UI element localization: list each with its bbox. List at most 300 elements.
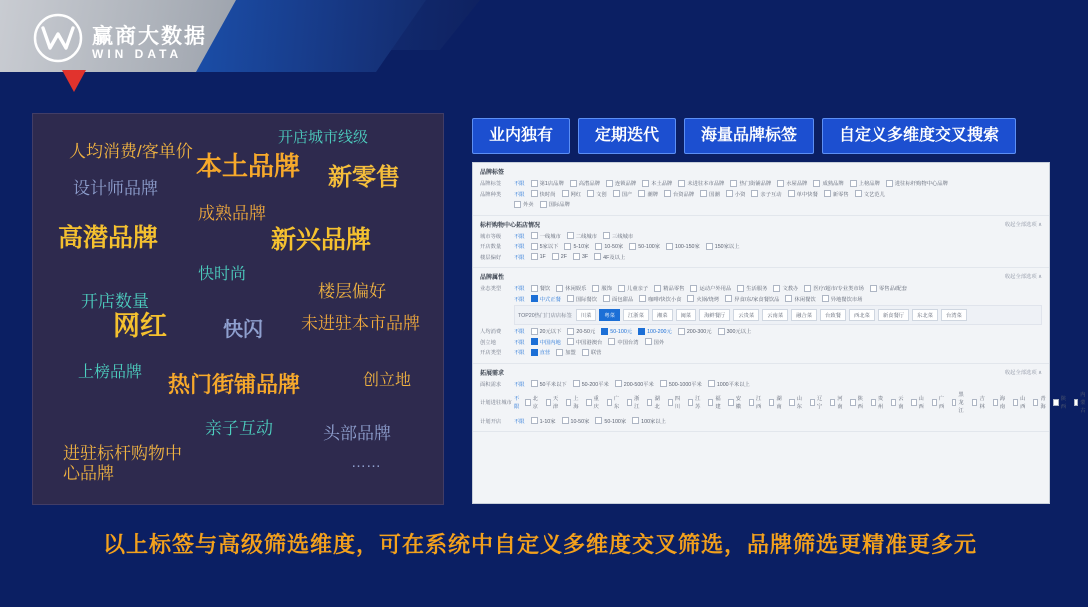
filter-checkbox[interactable] [525,394,539,410]
filter-checkbox-label: 10-50家 [570,418,590,425]
filter-chip-all[interactable]: 不限 [514,381,525,388]
top-tag-pill[interactable]: 台致餐 [820,309,846,321]
filter-checkbox[interactable] [678,327,712,335]
filter-row [480,348,1042,356]
checkbox-icon [638,328,645,335]
filter-chip-all[interactable]: 不限 [514,233,525,240]
filter-checkbox[interactable] [615,380,654,388]
filter-checkbox-label: 新零售 [832,191,849,198]
filter-checkbox-label: 天津 [552,396,559,410]
filter-checkbox[interactable] [582,348,602,356]
checkbox-icon [573,380,580,387]
top-tag-pill[interactable]: 西北菜 [849,309,875,321]
checkbox-icon [993,399,998,406]
checkbox-icon [1074,399,1078,406]
checkbox-icon [531,338,538,345]
cloud-tag: 头部品牌 [323,424,391,443]
filter-checkbox-label: 联营 [590,350,602,356]
cloud-tag: 上榜品牌 [78,364,143,381]
filter-row [480,417,1042,425]
filter-checkbox[interactable] [603,295,633,303]
checkbox-icon [769,399,774,406]
filter-chip-all[interactable]: 不限 [514,181,525,187]
checkbox-icon [531,380,538,387]
checkbox-icon [601,328,608,335]
collapse-toggle[interactable]: 收起全部选项 ∧ [1004,221,1042,228]
filter-chip-all[interactable]: 不限 [514,286,525,292]
filter-checkbox-label: 国产 [621,191,633,198]
filter-checkbox[interactable] [573,253,588,260]
checkbox-icon [810,399,815,406]
checkbox-icon [666,243,673,250]
filter-checkbox-label: 100家以上 [641,418,666,425]
filter-checkbox[interactable] [830,394,844,410]
filter-checkbox[interactable] [531,179,564,187]
filter-checkbox-label: 广西 [938,396,945,410]
filter-checkbox-label: 200-500平米 [623,381,654,388]
filter-checkbox[interactable] [595,417,626,425]
filter-checkbox[interactable] [668,394,682,410]
filter-section-title: 品牌标签 [480,170,505,176]
collapse-toggle[interactable]: 收起全部选项 ∧ [1004,274,1042,280]
filter-checkbox[interactable] [531,327,562,335]
filter-checkbox-label: 四川 [674,396,681,410]
filter-checkbox[interactable] [972,394,986,410]
filter-checkbox[interactable] [822,295,863,303]
checkbox-icon [573,253,580,260]
filter-checkbox-label: 国际品牌 [548,202,570,208]
filter-checkbox-label: 外卖 [523,202,534,208]
checkbox-icon [777,180,784,187]
filter-chip-all[interactable]: 不限 [514,244,525,250]
filter-checkbox[interactable] [639,295,681,303]
filter-checkbox[interactable] [608,338,638,346]
filter-row-label: 品牌种类 [480,191,502,198]
top-tag-pill[interactable]: 云贵菜 [733,309,759,321]
filter-checkbox-label: 台资品牌 [672,191,695,198]
filter-checkbox-label: 500-1000平米 [668,381,702,388]
filter-checkbox[interactable] [690,284,731,292]
checkbox-icon [567,295,574,302]
filter-checkbox[interactable] [728,394,742,410]
filter-checkbox[interactable] [595,242,623,250]
checkbox-icon [871,399,876,406]
filter-checkbox[interactable] [769,394,783,410]
filter-checkbox[interactable] [708,394,722,410]
cloud-tag: 热门街铺品牌 [168,372,301,397]
filter-checkbox[interactable] [531,253,546,260]
filter-checkbox[interactable] [531,380,567,388]
cloud-tag: 楼层偏好 [318,282,386,301]
filter-checkbox-label: 休闲餐饮 [794,296,816,303]
filter-checkbox-label: 陕西 [857,396,863,410]
filter-row-label: 楼层偏好 [480,254,502,261]
tab-3[interactable]: 海量品牌标签 [684,118,814,154]
filter-checkbox-label: 4F及以上 [603,254,626,261]
filter-checkbox[interactable] [993,394,1007,410]
checkbox-icon [629,243,636,250]
filter-checkbox[interactable] [567,232,597,240]
filter-checkbox[interactable] [601,327,632,335]
top-tag-pill[interactable]: 川菜 [576,309,597,321]
filter-checkbox[interactable] [687,295,719,303]
filter-checkbox[interactable] [586,394,600,410]
checkbox-icon [932,399,937,406]
filter-checkbox[interactable] [813,179,843,187]
filter-checkbox-label: 中国台湾 [617,339,639,346]
filter-checkbox[interactable] [666,242,700,250]
filter-row [480,284,1042,292]
filter-row-label: 计划开店 [480,418,502,425]
filter-chip-all[interactable]: 不限 [514,418,525,425]
filter-checkbox-label: 2F [560,253,567,260]
filter-checkbox[interactable] [567,338,603,346]
checkbox-icon [730,180,737,187]
filter-checkbox[interactable] [870,284,907,292]
checkbox-icon [785,295,792,302]
filter-checkbox-label: 海南 [999,396,1006,410]
checkbox-icon [608,338,615,345]
checkbox-icon [855,190,862,197]
checkbox-icon [1013,399,1018,406]
filter-checkbox-label: 浙江 [634,396,640,410]
checkbox-icon [525,399,530,406]
filter-checkbox[interactable] [607,394,621,410]
cloud-tag: …… [351,454,381,471]
filter-checkbox-label: 山西 [1020,396,1026,410]
filter-checkbox-label: 小资 [734,191,746,198]
filter-checkbox-label: 50-100元 [610,329,633,335]
filter-row [480,200,1042,208]
filter-checkbox-label: 连锁品牌 [614,181,637,187]
checkbox-icon [587,190,594,197]
filter-checkbox-label: 火锅/烧烤 [696,296,720,303]
tab-4[interactable]: 自定义多维度交叉搜索 [822,118,1016,154]
filter-checkbox[interactable] [638,190,658,198]
filter-checkbox[interactable] [531,232,561,240]
checkbox-icon [540,201,547,208]
checkbox-icon [606,180,613,187]
filter-checkbox[interactable] [700,190,720,198]
tab-2[interactable]: 定期迭代 [578,118,676,154]
filter-checkbox[interactable] [531,348,551,356]
filter-row-label: 业态类型 [480,286,502,292]
tab-1[interactable]: 业内独有 [472,118,570,154]
checkbox-icon [813,180,820,187]
checkbox-icon [639,295,646,302]
filter-checkbox[interactable] [810,394,824,410]
filter-checkbox-label: 本土品牌 [651,181,673,187]
filter-chip-all[interactable]: 不限 [514,396,520,410]
filter-chip-all[interactable]: 不限 [514,329,525,335]
filter-checkbox[interactable] [627,394,641,410]
filter-checkbox[interactable] [531,242,559,250]
filter-checkbox[interactable] [567,295,597,303]
cloud-tag: 进驻标杆购物中心品牌 [63,444,182,483]
filter-checkbox-label: 安徽 [735,396,742,410]
filter-checkbox[interactable] [606,179,636,187]
cloud-tag: 快闪 [223,319,263,341]
top-tag-pill[interactable]: 湘菜 [652,309,673,321]
filter-checkbox[interactable] [1053,394,1067,410]
cloud-tag: 开店数量 [81,292,149,311]
checkbox-icon [886,180,893,187]
filter-checkbox[interactable] [871,394,885,410]
filter-checkbox-label: 湖南 [776,396,782,410]
filter-checkbox[interactable] [788,190,818,198]
filter-section [473,364,1086,433]
cloud-tag: 高潜品牌 [58,224,159,252]
filter-checkbox[interactable] [678,179,724,187]
filter-checkbox-label: 100-150家 [675,244,700,250]
filter-checkbox-label: 文创 [596,191,607,198]
filter-checkbox-label: 50-100家 [604,418,627,425]
collapse-toggle[interactable]: 收起全部选项 ∧ [1004,369,1042,376]
checkbox-icon [642,180,649,187]
filter-row-label: 品牌标签 [480,181,502,187]
filter-checkbox[interactable] [546,394,560,410]
filter-checkbox[interactable] [1013,394,1027,410]
filter-checkbox[interactable] [789,394,803,410]
filter-checkbox-label: 贵州 [877,396,884,410]
filter-checkbox[interactable] [773,284,798,292]
filter-checkbox[interactable] [645,338,665,346]
filter-checkbox[interactable] [642,179,672,187]
filter-checkbox-label: 5家以下 [539,244,559,250]
checkbox-icon [531,349,538,356]
filter-checkbox-label: 中国内地 [539,339,561,346]
checkbox-icon [603,295,610,302]
top-tag-pill[interactable]: 粤菜 [599,309,620,321]
filter-checkbox[interactable] [594,253,625,261]
checkbox-icon [531,295,538,302]
cloud-tag: 快时尚 [198,266,247,283]
checkbox-icon [822,295,829,302]
filter-checkbox-label: 文教办 [782,286,799,292]
filter-checkbox-label: 快时尚 [539,191,556,198]
checkbox-icon [664,190,671,197]
filter-checkbox[interactable] [726,190,746,198]
checkbox-icon [737,285,744,292]
filter-checkbox[interactable] [952,390,966,414]
filter-chip-all[interactable]: 不限 [514,350,525,356]
filter-checkbox[interactable] [706,242,740,250]
filter-checkbox[interactable] [664,190,694,198]
filter-checkbox[interactable] [751,190,781,198]
filter-checkbox[interactable] [592,284,612,292]
filter-checkbox[interactable] [855,190,885,198]
filter-checkbox[interactable] [531,417,556,425]
filter-checkbox[interactable] [531,295,561,303]
filter-checkbox[interactable] [566,394,580,410]
filter-checkbox[interactable] [911,394,925,410]
checkbox-icon [645,338,652,345]
filter-checkbox[interactable] [804,284,864,292]
brand-subtitle: WIN DATA [92,47,183,61]
filter-checkbox[interactable] [886,179,948,187]
header-blue-shape [196,0,426,72]
top-tag-pill[interactable]: 融合菜 [791,309,817,321]
checkbox-icon [556,285,563,292]
filter-section-title: 品牌属性 [480,275,505,281]
filter-row [480,295,1042,303]
filter-chip-all[interactable]: 不限 [514,296,525,303]
filter-checkbox[interactable] [891,394,905,410]
filter-checkbox[interactable] [564,242,589,250]
filter-checkbox-label: 福建 [715,396,721,410]
checkbox-icon [564,243,571,250]
checkbox-icon [594,253,601,260]
filter-checkbox[interactable] [629,242,660,250]
cloud-tag: 亲子互动 [205,419,273,438]
filter-checkbox[interactable] [932,394,946,410]
filter-checkbox[interactable] [552,253,567,260]
checkbox-icon [911,399,916,406]
filter-checkbox[interactable] [556,284,586,292]
filter-checkbox[interactable] [688,394,702,410]
checkbox-icon [546,399,551,406]
filter-section-title: 拓展需求 [480,370,505,377]
filter-checkbox[interactable] [708,380,750,388]
checkbox-icon [638,190,645,197]
filter-checkbox-label: 一线城市 [539,233,561,240]
filter-checkbox[interactable] [573,380,609,388]
checkbox-icon [531,253,538,260]
top-tag-pill[interactable]: 新食餐厅 [878,309,909,321]
filter-checkbox[interactable] [1074,390,1088,414]
cloud-tag: 新零售 [328,164,400,191]
top-tag-pill[interactable]: 海鲜餐厅 [699,309,730,321]
checkbox-icon [531,190,538,197]
checkbox-icon [751,190,758,197]
tag-cloud-panel [32,113,444,505]
top-tag-pill[interactable]: 云南菜 [762,309,788,321]
cloud-tag: 新兴品牌 [271,226,372,254]
checkbox-icon [592,285,599,292]
filter-checkbox-label: 中国港澳台 [575,339,603,346]
filter-checkbox[interactable] [567,327,595,335]
filter-checkbox[interactable] [785,295,815,303]
checkbox-icon [654,285,661,292]
filter-checkbox[interactable] [660,380,702,388]
filter-checkbox[interactable] [730,179,771,187]
checkbox-icon [627,399,632,406]
filter-row-label: 开店类型 [480,350,502,356]
filter-checkbox-label: 5-10家 [573,244,590,250]
filter-checkbox-label: 辽宁 [816,396,823,410]
filter-checkbox[interactable] [587,190,607,198]
filter-checkbox[interactable] [777,179,807,187]
filter-checkbox[interactable] [514,200,534,208]
filter-checkbox[interactable] [613,190,633,198]
brand-name: 赢商大数据 [92,25,207,48]
filter-checkbox[interactable] [632,417,666,425]
checkbox-icon [788,190,795,197]
checkbox-icon [552,253,559,260]
filter-checkbox[interactable] [725,295,779,303]
filter-checkbox-label: 运动户外用品 [699,286,732,292]
checkbox-icon [566,399,571,406]
top-tag-pill[interactable]: 东北菜 [912,309,938,321]
filter-panel-screenshot[interactable] [472,162,1086,504]
filter-checkbox-label: 面包甜品 [612,296,634,303]
filter-checkbox-label: 上海 [573,396,579,410]
checkbox-icon [718,328,725,335]
filter-checkbox-label: 二线城市 [575,233,598,240]
checkbox-icon [603,232,610,239]
filter-checkbox[interactable] [737,284,767,292]
filter-checkbox[interactable] [850,394,864,410]
filter-checkbox[interactable] [540,200,570,208]
filter-row-label: 人均消费 [480,329,502,335]
cloud-tag: 设计师品牌 [73,179,158,198]
filter-checkbox[interactable] [749,394,763,410]
checkbox-icon [531,180,538,187]
filter-checkbox[interactable] [531,338,561,346]
filter-chip-all[interactable]: 不限 [514,191,525,198]
filter-checkbox-label: 三线城市 [612,233,634,240]
checkbox-icon [1033,399,1038,406]
filter-checkbox[interactable] [531,284,551,292]
cloud-tag: 网红 [113,311,167,341]
filter-checkbox-label: 20元以下 [539,329,562,335]
filter-checkbox-label: 未进驻本市品牌 [687,181,725,187]
checkbox-icon [582,349,589,356]
checkbox-icon [678,180,685,187]
filter-checkbox[interactable] [531,190,556,198]
filter-checkbox-label: 吉林 [979,396,985,410]
checkbox-icon [700,190,707,197]
filter-checkbox[interactable] [718,327,752,335]
filter-checkbox[interactable] [850,179,880,187]
filter-checkbox[interactable] [570,179,600,187]
filter-checkbox[interactable] [654,284,684,292]
filter-checkbox[interactable] [556,348,576,356]
filter-checkbox-label: 国外 [653,339,665,346]
filter-checkbox[interactable] [638,327,672,335]
top-tag-pill[interactable]: 江浙菜 [623,309,649,321]
filter-checkbox[interactable] [603,232,633,240]
top-tag-pill[interactable]: 闽菜 [676,309,697,321]
filter-checkbox[interactable] [824,190,849,198]
filter-checkbox-label: 儿童亲子 [627,286,649,292]
checkbox-icon [618,285,625,292]
checkbox-icon [708,380,715,387]
checkbox-icon [687,295,694,302]
filter-checkbox[interactable] [1033,394,1047,410]
filter-checkbox-label: 精品零售 [663,286,685,292]
filter-row [480,338,1042,346]
checkbox-icon [562,190,569,197]
filter-checkbox-label: 黑龙江 [958,392,964,414]
filter-checkbox[interactable] [562,417,590,425]
filter-row [480,390,1086,414]
checkbox-icon [660,380,667,387]
filter-checkbox-label: 上榜品牌 [858,181,880,187]
checkbox-icon [708,399,713,406]
filter-chip-all[interactable]: 不限 [514,254,525,261]
filter-checkbox[interactable] [647,394,661,410]
filter-row [480,327,1042,335]
filter-checkbox-label: 异地餐饮市场 [830,296,863,303]
top-tag-pill[interactable]: 台湾菜 [941,309,967,321]
filter-checkbox-label: 北京 [532,396,538,410]
filter-chip-all[interactable]: 不限 [514,339,525,346]
filter-checkbox-label: 零售品/配套 [878,286,907,292]
filter-checkbox[interactable] [618,284,648,292]
filter-checkbox[interactable] [562,190,582,198]
checkbox-icon [789,399,794,406]
